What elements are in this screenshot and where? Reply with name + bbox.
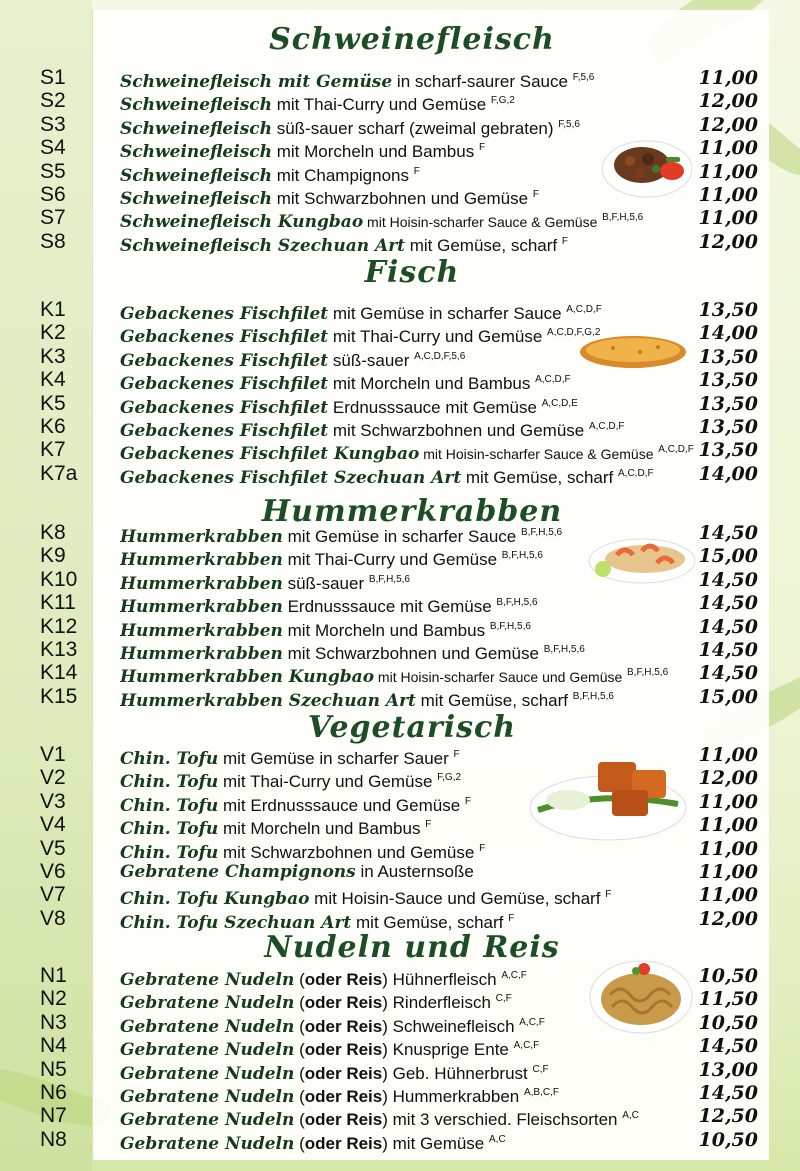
item-price: 11,00 <box>698 790 758 813</box>
item-name: Chin. Tofu <box>120 819 219 840</box>
item-price: 10,50 <box>698 1128 758 1151</box>
menu-item <box>0 89 800 116</box>
item-price: 10,50 <box>698 1011 758 1034</box>
menu-item <box>0 230 800 254</box>
item-allergens: A,C,D,E <box>541 397 578 409</box>
item-code: V8 <box>40 906 66 930</box>
item-code: K1 <box>40 298 66 321</box>
item-detail: mit Morcheln und Bambus <box>218 819 421 839</box>
item-name: Gebackenes Fischfilet <box>120 327 329 348</box>
item-allergens: F <box>532 189 539 200</box>
item-allergens: B,F,H,5,6 <box>501 550 543 562</box>
item-code: S4 <box>40 136 66 160</box>
item-detail: oder Reis <box>304 993 383 1013</box>
menu-item <box>0 1034 800 1061</box>
item-name: Chin. Tofu Kungbao <box>120 889 310 910</box>
item-detail: mit Gemüse, scharf <box>461 467 614 487</box>
item-detail: ) mit Gemüse <box>382 1133 485 1153</box>
item-detail: Erdnusssauce mit Gemüse <box>282 597 492 617</box>
item-detail: oder Reis <box>304 1087 383 1106</box>
item-price: 14,00 <box>698 462 758 485</box>
item-price: 12,00 <box>698 767 758 790</box>
item-price: 13,50 <box>698 392 758 415</box>
item-detail: mit Erdnusssauce und Gemüse <box>218 795 461 815</box>
item-price: 13,50 <box>698 416 758 438</box>
item-price: 11,00 <box>698 861 758 883</box>
item-allergens: F,G,2 <box>437 772 462 784</box>
item-allergens: A,C,D,F <box>535 374 571 386</box>
menu-item <box>0 438 800 465</box>
item-detail: mit Gemüse, scharf <box>405 235 558 255</box>
item-name: Gebratene Nudeln <box>120 970 295 990</box>
item-detail: ( <box>294 970 305 989</box>
item-detail: ) Rinderfleisch <box>382 993 491 1013</box>
item-price: 14,00 <box>698 322 758 345</box>
item-name: Gebratene Nudeln <box>120 993 295 1014</box>
item-code: N2 <box>40 987 67 1011</box>
item-price: 11,00 <box>698 814 758 837</box>
item-price: 14,50 <box>698 639 758 661</box>
item-name: Gebackenes Fischfilet <box>120 304 329 324</box>
menu-item <box>0 883 800 910</box>
menu-item <box>0 206 800 233</box>
item-name: Schweinefleisch <box>120 95 272 116</box>
item-price: 11,50 <box>698 988 758 1011</box>
item-code: V2 <box>40 766 66 790</box>
item-name: Chin. Tofu <box>120 842 219 863</box>
item-price: 13,50 <box>698 439 758 462</box>
item-name: Schweinefleisch <box>120 165 272 186</box>
item-name: Gebackenes Fischfilet <box>120 374 329 395</box>
item-allergens: F <box>453 749 460 760</box>
item-name: Chin. Tofu <box>120 772 219 793</box>
menu-item <box>0 415 800 439</box>
item-code: N3 <box>40 1010 67 1034</box>
item-code: K11 <box>40 591 76 615</box>
item-detail: mit Gemüse in scharfer Sauce <box>328 304 562 323</box>
item-code: K4 <box>40 368 66 392</box>
item-detail: ) mit 3 verschied. Fleischsorten <box>382 1110 618 1130</box>
item-detail: ( <box>294 1063 305 1083</box>
item-allergens: B,F,H,5,6 <box>572 690 614 702</box>
item-code: N6 <box>40 1081 67 1104</box>
menu-item <box>0 685 800 709</box>
item-detail: mit Schwarzbohnen und Gemüse <box>272 189 529 208</box>
item-detail: ) Schweinefleisch <box>382 1016 515 1036</box>
item-detail: mit Morcheln und Bambus <box>272 142 475 162</box>
item-name: Hummerkrabben <box>120 527 283 547</box>
menu-item <box>0 1128 800 1152</box>
item-allergens: A,B,C,F <box>523 1087 559 1098</box>
item-allergens: A,C,D,F <box>658 444 694 456</box>
item-allergens: B,F,H,5,6 <box>602 212 644 224</box>
menu-item <box>0 298 800 322</box>
section-title: Vegetarisch <box>307 710 517 745</box>
item-allergens: F <box>413 165 420 177</box>
item-price: 11,00 <box>698 67 758 89</box>
item-name: Hummerkrabben <box>120 597 283 618</box>
item-allergens: A,C,F <box>501 970 527 981</box>
menu-item <box>0 860 800 884</box>
item-name: Hummerkrabben <box>120 644 283 664</box>
item-code: N1 <box>40 964 67 987</box>
item-allergens: F <box>478 142 486 154</box>
item-allergens: B,F,H,5,6 <box>368 573 410 585</box>
noodles-dish-photo <box>588 955 694 1035</box>
item-allergens: F <box>561 235 568 247</box>
item-code: V6 <box>40 860 66 883</box>
menu-item <box>0 661 800 688</box>
item-price: 10,50 <box>698 965 758 987</box>
menu-item <box>0 66 800 90</box>
item-allergens: B,F,H,5,6 <box>543 644 585 655</box>
item-allergens: F <box>464 795 472 807</box>
item-name: Schweinefleisch <box>120 118 272 139</box>
item-price: 11,00 <box>698 207 758 230</box>
item-detail: oder Reis <box>304 1063 383 1083</box>
item-code: K13 <box>40 638 78 661</box>
item-code: K3 <box>40 344 66 368</box>
item-detail: süß-sauer scharf (zweimal gebraten) <box>272 118 554 138</box>
section-title: Nudeln und Reis <box>264 930 560 965</box>
item-price: 12,00 <box>698 230 758 253</box>
shrimp-dish-photo <box>587 533 697 585</box>
item-price: 11,00 <box>698 837 758 860</box>
item-detail: mit Thai-Curry und Gemüse <box>272 95 487 115</box>
item-name: Hummerkrabben <box>120 573 283 594</box>
item-detail: mit Champignons <box>272 165 410 185</box>
item-detail: ( <box>294 1110 305 1130</box>
menu-item <box>0 1058 800 1082</box>
item-name: Gebratene Nudeln <box>120 1063 295 1084</box>
item-allergens: C,F <box>495 993 512 1005</box>
menu-item <box>0 1081 800 1105</box>
item-price: 13,00 <box>698 1058 758 1081</box>
menu-item <box>0 1104 800 1131</box>
item-detail: ) Hummerkrabben <box>382 1087 520 1106</box>
item-detail: ( <box>294 1133 305 1153</box>
item-allergens: B,F,H,5,6 <box>496 597 538 609</box>
item-allergens: F,G,2 <box>490 95 515 107</box>
item-detail: mit Hoisin-scharfer Sauce und Gemüse <box>374 669 623 686</box>
item-code: K14 <box>40 661 78 685</box>
item-allergens: A,C <box>622 1110 639 1122</box>
item-code: K8 <box>40 521 66 544</box>
item-allergens: F <box>605 889 612 901</box>
item-code: K6 <box>40 415 66 438</box>
item-code: K7a <box>40 461 78 485</box>
item-price: 14,50 <box>698 522 758 544</box>
item-price: 13,50 <box>698 299 758 321</box>
item-code: S5 <box>40 159 66 183</box>
menu-item <box>0 907 800 931</box>
item-detail: ) Knusprige Ente <box>382 1040 509 1060</box>
section-title: Hummerkrabben <box>261 494 563 529</box>
item-allergens: B,F,H,5,6 <box>520 527 563 538</box>
item-name: Gebratene Nudeln <box>120 1040 295 1061</box>
item-detail: mit Schwarzbohnen und Gemüse <box>218 842 475 862</box>
item-name: Schweinefleisch Szechuan Art <box>120 235 406 256</box>
item-code: N5 <box>40 1057 67 1081</box>
item-description <box>120 462 702 490</box>
item-allergens: F <box>508 912 515 924</box>
item-name: Schweinefleisch <box>120 142 272 163</box>
item-code: S7 <box>40 206 66 230</box>
item-name: Chin. Tofu Szechuan Art <box>120 912 352 933</box>
item-price: 14,50 <box>698 615 758 638</box>
item-allergens: F,5,6 <box>558 118 580 130</box>
item-allergens: A,C,F <box>519 1016 545 1028</box>
item-detail: mit Thai-Curry und Gemüse <box>282 550 498 570</box>
item-price: 11,00 <box>698 160 758 183</box>
item-detail: mit Morcheln und Bambus <box>328 374 531 394</box>
item-detail: mit Schwarzbohnen und Gemüse <box>282 644 539 663</box>
item-detail: ) Hühnerfleisch <box>382 970 497 989</box>
item-allergens: B,F,H,5,6 <box>489 620 531 632</box>
item-name: Schweinefleisch Kungbao <box>120 212 364 233</box>
item-detail: ( <box>294 1040 305 1060</box>
item-detail: mit Gemüse, scharf <box>351 912 504 932</box>
item-detail: ) Geb. Hühnerbrust <box>382 1063 528 1083</box>
item-allergens: A,C,D,F <box>588 421 625 432</box>
fish-fillet-photo <box>578 334 688 370</box>
item-detail: oder Reis <box>304 1110 383 1130</box>
item-detail: mit Morcheln und Bambus <box>282 620 486 640</box>
section-title: Schweinefleisch <box>269 22 555 57</box>
item-detail: ( <box>294 1016 305 1036</box>
item-allergens: C,F <box>532 1063 549 1075</box>
item-detail: mit Hoisin-scharfer Sauce & Gemüse <box>419 446 654 463</box>
item-name: Schweinefleisch mit Gemüse <box>120 72 393 92</box>
item-allergens: A,C,D,F,5,6 <box>414 350 466 362</box>
item-detail: mit Schwarzbohnen und Gemüse <box>328 421 585 440</box>
item-price: 14,50 <box>698 662 758 685</box>
pork-dish-photo <box>600 133 694 199</box>
item-code: S2 <box>40 89 66 113</box>
menu-item <box>0 638 800 662</box>
item-allergens: A,C <box>489 1133 506 1145</box>
item-detail: süß-sauer <box>282 573 365 593</box>
item-allergens: A,C,F <box>513 1040 540 1052</box>
item-code: N8 <box>40 1127 67 1151</box>
item-allergens: B,F,H,5,6 <box>627 667 669 679</box>
item-allergens: A,C,D,F <box>618 467 654 479</box>
item-name: Hummerkrabben Kungbao <box>120 667 375 688</box>
item-price: 12,00 <box>698 907 758 930</box>
item-name: Chin. Tofu <box>120 795 219 816</box>
item-name: Gebackenes Fischfilet <box>120 350 329 371</box>
tofu-dish-photo <box>528 750 688 842</box>
item-code: S6 <box>40 183 66 206</box>
item-name: Gebratene Nudeln <box>120 1016 295 1037</box>
item-code: V5 <box>40 836 66 860</box>
item-detail: oder Reis <box>304 1016 383 1036</box>
item-price: 14,50 <box>698 592 758 615</box>
item-code: K7 <box>40 438 66 462</box>
item-detail: mit Thai-Curry und Gemüse <box>328 327 543 347</box>
item-price: 11,00 <box>698 744 758 766</box>
item-name: Gebackenes Fischfilet <box>120 421 329 441</box>
item-price: 13,50 <box>698 345 758 368</box>
item-description <box>120 860 702 884</box>
item-code: N7 <box>40 1104 67 1128</box>
item-price: 15,00 <box>698 685 758 708</box>
item-code: V1 <box>40 743 66 766</box>
item-code: V7 <box>40 883 66 907</box>
menu-item <box>0 392 800 416</box>
item-allergens: A,C,D,F,G,2 <box>547 327 601 339</box>
item-name: Gebratene Nudeln <box>120 1110 295 1131</box>
item-name: Hummerkrabben Szechuan Art <box>120 690 416 711</box>
item-name: Gebackenes Fischfilet <box>120 397 329 418</box>
item-allergens: F <box>479 842 486 854</box>
item-price: 12,00 <box>698 90 758 113</box>
item-name: Gebratene Nudeln <box>120 1133 295 1154</box>
item-detail: mit Gemüse, scharf <box>415 690 569 710</box>
item-price: 11,00 <box>698 884 758 907</box>
item-name: Hummerkrabben <box>120 550 283 571</box>
item-name: Gebratene Champignons <box>120 862 356 882</box>
item-code: K5 <box>40 391 66 415</box>
item-detail: ( <box>294 1087 305 1106</box>
item-price: 14,50 <box>698 1035 758 1058</box>
item-detail: Erdnusssauce mit Gemüse <box>328 397 537 417</box>
item-description <box>120 230 702 258</box>
item-detail: in Austernsoße <box>355 862 474 881</box>
item-code: S8 <box>40 229 66 253</box>
item-price: 11,00 <box>698 137 758 160</box>
item-price: 15,00 <box>698 545 758 568</box>
item-price: 13,50 <box>698 369 758 392</box>
menu-item <box>0 615 800 639</box>
item-price: 11,00 <box>698 184 758 206</box>
item-name: Gebackenes Fischfilet Szechuan Art <box>120 467 462 488</box>
item-code: K12 <box>40 614 78 638</box>
menu-item <box>0 591 800 618</box>
item-detail: mit Hoisin-Sauce und Gemüse, scharf <box>309 889 601 909</box>
item-code: K9 <box>40 544 66 568</box>
item-detail: süß-sauer <box>328 350 410 370</box>
item-code: N4 <box>40 1034 67 1058</box>
item-detail: mit Gemüse in scharfer Sauce <box>282 527 517 546</box>
item-name: Gebackenes Fischfilet Kungbao <box>120 444 420 465</box>
item-detail: in scharf-saurer Sauce <box>392 72 568 91</box>
menu-item <box>0 368 800 395</box>
item-price: 14,50 <box>698 568 758 591</box>
item-detail: mit Hoisin-scharfer Sauce & Gemüse <box>363 214 598 231</box>
item-code: K15 <box>40 684 78 708</box>
item-allergens: A,C,D,F <box>566 304 602 315</box>
item-code: S3 <box>40 112 66 136</box>
item-detail: ( <box>294 993 305 1013</box>
item-detail: oder Reis <box>304 970 383 989</box>
item-detail: oder Reis <box>304 1040 383 1060</box>
item-code: V3 <box>40 789 66 813</box>
item-code: V4 <box>40 813 66 837</box>
item-detail: mit Thai-Curry und Gemüse <box>218 772 433 792</box>
item-name: Schweinefleisch <box>120 189 272 209</box>
item-allergens: F,5,6 <box>572 72 595 83</box>
item-price: 12,00 <box>698 113 758 136</box>
item-price: 12,50 <box>698 1105 758 1128</box>
item-code: S1 <box>40 66 66 89</box>
item-code: K2 <box>40 321 66 345</box>
item-detail: oder Reis <box>304 1133 383 1153</box>
item-code: K10 <box>40 567 78 591</box>
item-description <box>120 1128 702 1156</box>
item-name: Hummerkrabben <box>120 620 283 641</box>
item-price: 14,50 <box>698 1082 758 1104</box>
section-title: Fisch <box>364 255 460 290</box>
item-name: Chin. Tofu <box>120 749 219 769</box>
menu-item <box>0 462 800 486</box>
item-description <box>120 685 702 713</box>
item-allergens: F <box>425 819 432 831</box>
item-detail: mit Gemüse in scharfer Sauer <box>218 749 449 768</box>
item-name: Gebratene Nudeln <box>120 1087 295 1107</box>
